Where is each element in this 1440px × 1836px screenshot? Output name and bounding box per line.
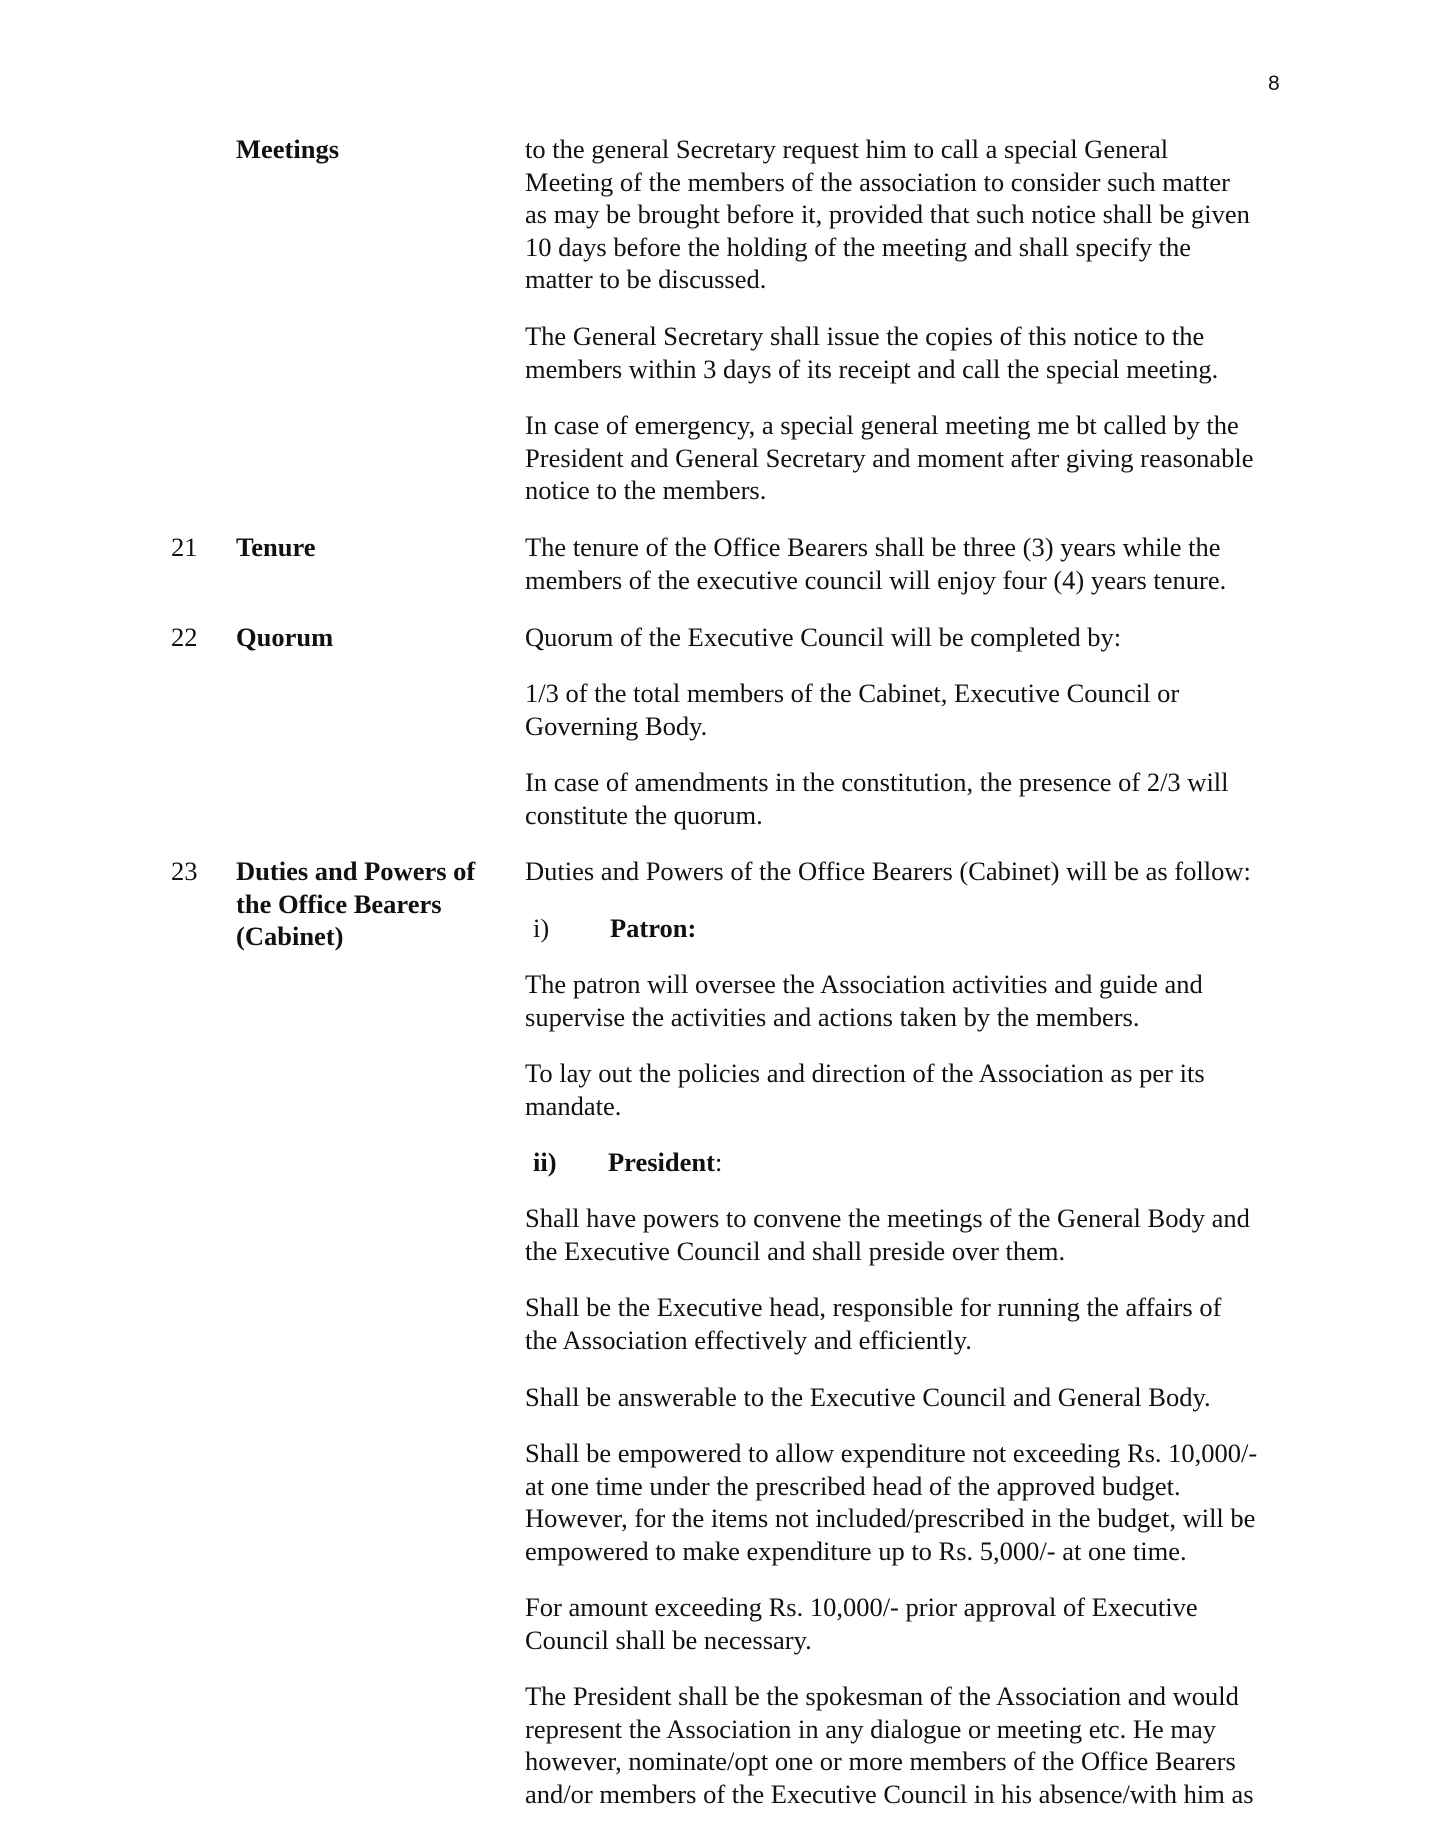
subheading-numeral: ii) (533, 1147, 557, 1177)
paragraph (525, 1591, 1198, 1656)
section-heading (236, 133, 339, 166)
paragraph (525, 531, 1226, 596)
paragraph (525, 1057, 1205, 1122)
paragraph-line: as may be brought before it, provided that such notice shall be given (525, 199, 1250, 229)
paragraph-line: For amount exceeding Rs. 10,000/- prior approval of Executive (525, 1592, 1198, 1622)
paragraph (525, 968, 1203, 1033)
paragraph (525, 677, 1179, 742)
paragraph (525, 766, 1229, 831)
paragraph-line: 1/3 of the total members of the Cabinet, Executive Council or (525, 678, 1180, 708)
section-number: 21 (171, 532, 198, 562)
paragraph-line: The President shall be the spokesman of the Association and would (525, 1681, 1239, 1711)
paragraph-line: represent the Association in any dialogue or meeting etc. He may (525, 1713, 1216, 1744)
section-heading-line: the Office Bearers (236, 888, 442, 919)
paragraph-line: Duties and Powers of the Office Bearers (Cabinet) will be as follow: (525, 856, 1251, 886)
paragraph-line: at one time under the prescribed head of the approved budget. (525, 1470, 1181, 1501)
page-number: 8 (1268, 72, 1280, 95)
paragraph (525, 1202, 1250, 1267)
paragraph-line: The tenure of the Office Bearers shall be three (3) years while the (525, 532, 1221, 562)
paragraph-line: The patron will oversee the Association activities and guide and (525, 969, 1203, 999)
paragraph-line: President and General Secretary and moment after giving reasonable (525, 442, 1254, 473)
paragraph-line: supervise the activities and actions taken by the members. (525, 1001, 1140, 1032)
paragraph-line: In case of emergency, a special general meeting me bt called by the (525, 410, 1239, 440)
paragraph (525, 1381, 1211, 1414)
paragraph-line: empowered to make expenditure up to Rs. 5,000/- at one time. (525, 1535, 1187, 1566)
paragraph-line: the Association effectively and efficiently. (525, 1324, 972, 1355)
paragraph-line: However, for the items not included/prescribed in the budget, will be (525, 1503, 1256, 1533)
paragraph-line: Shall be the Executive head, responsible for running the affairs of (525, 1292, 1222, 1322)
paragraph-line: The General Secretary shall issue the copies of this notice to the (525, 321, 1205, 351)
paragraph-line: the Executive Council and shall preside over them. (525, 1235, 1066, 1266)
section-heading (236, 621, 333, 654)
section-heading-line: Meetings (236, 134, 340, 164)
subheading-suffix: : (714, 1147, 723, 1177)
paragraph-line: Council shall be necessary. (525, 1624, 812, 1655)
paragraph-line: Shall be answerable to the Executive Council and General Body. (525, 1382, 1211, 1412)
paragraph-line: constitute the quorum. (525, 799, 763, 830)
paragraph (525, 621, 1121, 654)
subheading-numeral: i) (533, 913, 550, 943)
paragraph (525, 1437, 1257, 1567)
section-heading-line: Tenure (236, 532, 316, 562)
paragraph (525, 409, 1253, 507)
paragraph-line: members within 3 days of its receipt and call the special meeting. (525, 353, 1219, 384)
section-heading (236, 855, 475, 953)
paragraph (525, 320, 1218, 385)
paragraph-line: to the general Secretary request him to call a special General (525, 134, 1169, 164)
subheading-president (533, 1146, 723, 1179)
paragraph-line: notice to the members. (525, 475, 767, 505)
section-number: 22 (171, 622, 198, 652)
paragraph-line: Meeting of the members of the association to consider such matter (525, 166, 1230, 197)
section-heading-line: Duties and Powers of (236, 856, 476, 886)
paragraph-line: Shall have powers to convene the meetings of the General Body and (525, 1203, 1250, 1233)
subheading-patron (533, 912, 697, 945)
paragraph-line: 10 days before the holding of the meeting and shall specify the (525, 231, 1191, 262)
paragraph-line: members of the executive council will enjoy four (4) years tenure. (525, 564, 1227, 595)
section-heading-line: Quorum (236, 622, 334, 652)
paragraph-line: Shall be empowered to allow expenditure not exceeding Rs. 10,000/- (525, 1438, 1258, 1468)
section-number: 23 (171, 856, 198, 886)
paragraph (525, 1291, 1221, 1356)
subheading-title: President (608, 1147, 715, 1177)
paragraph-line: matter to be discussed. (525, 264, 767, 294)
paragraph-line: however, nominate/opt one or more members of the Office Bearers (525, 1746, 1236, 1776)
paragraph (525, 133, 1250, 296)
paragraph (525, 855, 1251, 888)
paragraph-line: Quorum of the Executive Council will be completed by: (525, 622, 1122, 652)
paragraph-line: mandate. (525, 1090, 622, 1121)
section-heading-line: (Cabinet) (236, 921, 344, 951)
paragraph-line: In case of amendments in the constitution, the presence of 2/3 will (525, 767, 1229, 797)
paragraph-line: Governing Body. (525, 710, 708, 741)
subheading-title: Patron: (610, 913, 697, 943)
paragraph-line: To lay out the policies and direction of the Association as per its (525, 1058, 1205, 1088)
section-heading (236, 531, 316, 564)
paragraph-line: and/or members of the Executive Council in his absence/with him as (525, 1778, 1254, 1809)
paragraph (525, 1680, 1254, 1810)
